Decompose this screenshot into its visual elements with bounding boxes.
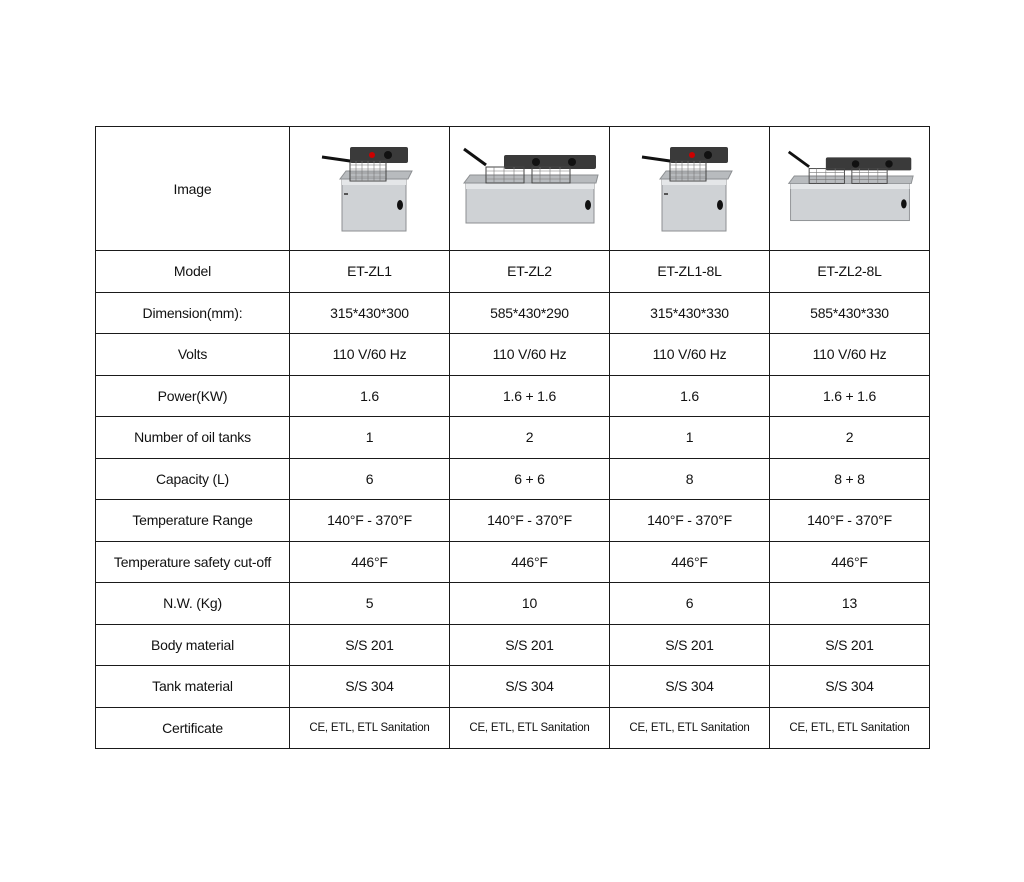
cell-value: 110 V/60 Hz — [770, 334, 930, 376]
cell-value: 5 — [290, 583, 450, 625]
double-tank-fryer-image — [785, 139, 915, 239]
cell-value: 140°F - 370°F — [610, 500, 770, 542]
cell-value: 8 + 8 — [770, 458, 930, 500]
spec-row-dimension — [96, 292, 930, 334]
row-label-image: Image — [96, 127, 290, 251]
cell-value: 6 + 6 — [450, 458, 610, 500]
row-label: Certificate — [96, 707, 290, 749]
cell-value: 446°F — [770, 541, 930, 583]
single-tank-fryer-image — [640, 139, 740, 239]
product-image-cell — [290, 127, 450, 251]
cell-value: ET-ZL1-8L — [610, 251, 770, 293]
cell-value: 10 — [450, 583, 610, 625]
cell-value: 140°F - 370°F — [770, 500, 930, 542]
spec-row-certificate — [96, 707, 930, 749]
cell-value: 315*430*300 — [290, 292, 450, 334]
row-label: Number of oil tanks — [96, 417, 290, 459]
cell-value: CE, ETL, ETL Sanitation — [290, 707, 450, 749]
cell-value: 6 — [610, 583, 770, 625]
row-label: Volts — [96, 334, 290, 376]
cell-value: S/S 304 — [450, 666, 610, 708]
cell-value: 6 — [290, 458, 450, 500]
cell-value: ET-ZL2-8L — [770, 251, 930, 293]
row-label: Temperature safety cut-off — [96, 541, 290, 583]
spec-row-temperature-cutoff — [96, 541, 930, 583]
spec-row-volts — [96, 334, 930, 376]
cell-value: 110 V/60 Hz — [290, 334, 450, 376]
cell-value: CE, ETL, ETL Sanitation — [610, 707, 770, 749]
spec-row-power — [96, 375, 930, 417]
row-label: Dimension(mm): — [96, 292, 290, 334]
cell-value: S/S 201 — [290, 624, 450, 666]
product-image-cell — [610, 127, 770, 251]
cell-value: 110 V/60 Hz — [450, 334, 610, 376]
cell-value: 1.6 — [610, 375, 770, 417]
cell-value: 8 — [610, 458, 770, 500]
cell-value: 585*430*290 — [450, 292, 610, 334]
spec-row-tank-material — [96, 666, 930, 708]
cell-value: ET-ZL1 — [290, 251, 450, 293]
spec-row-body-material — [96, 624, 930, 666]
cell-value: 446°F — [450, 541, 610, 583]
product-image-cell — [450, 127, 610, 251]
spec-row-capacity — [96, 458, 930, 500]
cell-value: ET-ZL2 — [450, 251, 610, 293]
cell-value: 1.6 + 1.6 — [450, 375, 610, 417]
cell-value: 140°F - 370°F — [290, 500, 450, 542]
cell-value: CE, ETL, ETL Sanitation — [770, 707, 930, 749]
cell-value: CE, ETL, ETL Sanitation — [450, 707, 610, 749]
cell-value: S/S 201 — [450, 624, 610, 666]
row-label: N.W. (Kg) — [96, 583, 290, 625]
cell-value: 446°F — [610, 541, 770, 583]
cell-value: 315*430*330 — [610, 292, 770, 334]
cell-value: 2 — [450, 417, 610, 459]
double-tank-fryer-image — [460, 139, 600, 239]
spec-row-net-weight — [96, 583, 930, 625]
cell-value: S/S 201 — [770, 624, 930, 666]
row-label: Tank material — [96, 666, 290, 708]
cell-value: 446°F — [290, 541, 450, 583]
row-label: Power(KW) — [96, 375, 290, 417]
spec-row-model — [96, 251, 930, 293]
cell-value: 1 — [610, 417, 770, 459]
single-tank-fryer-image — [320, 139, 420, 239]
spec-table — [95, 126, 930, 749]
cell-value: S/S 304 — [610, 666, 770, 708]
cell-value: S/S 304 — [770, 666, 930, 708]
cell-value: 110 V/60 Hz — [610, 334, 770, 376]
cell-value: 1 — [290, 417, 450, 459]
spec-row-temperature-range — [96, 500, 930, 542]
product-image-cell — [770, 127, 930, 251]
cell-value: 1.6 — [290, 375, 450, 417]
cell-value: S/S 201 — [610, 624, 770, 666]
cell-value: 1.6 + 1.6 — [770, 375, 930, 417]
spec-row-oil-tanks — [96, 417, 930, 459]
cell-value: 140°F - 370°F — [450, 500, 610, 542]
cell-value: 585*430*330 — [770, 292, 930, 334]
cell-value: 13 — [770, 583, 930, 625]
row-label: Temperature Range — [96, 500, 290, 542]
row-label: Capacity (L) — [96, 458, 290, 500]
row-label: Body material — [96, 624, 290, 666]
cell-value: 2 — [770, 417, 930, 459]
image-row — [96, 127, 930, 251]
cell-value: S/S 304 — [290, 666, 450, 708]
row-label: Model — [96, 251, 290, 293]
